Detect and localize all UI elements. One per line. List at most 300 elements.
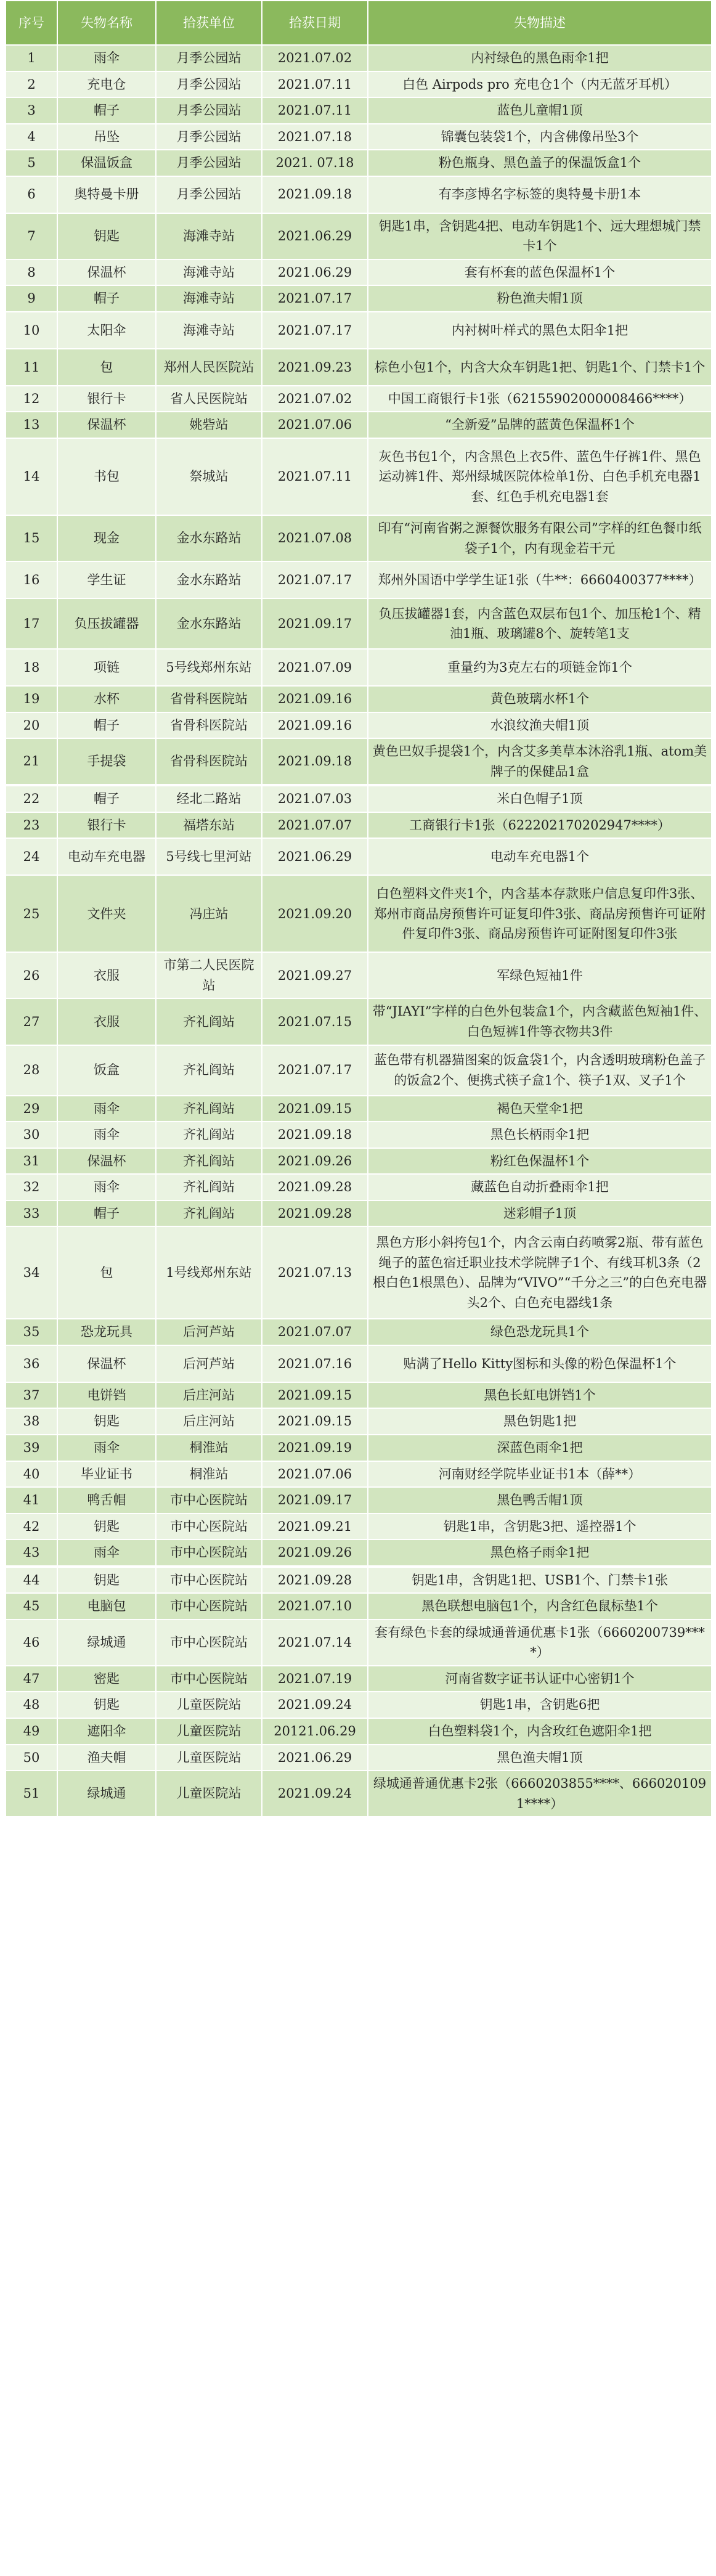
table-row	[6, 259, 712, 286]
found-location-cell: 后庄河站	[156, 1408, 262, 1435]
found-location-cell: 冯庄站	[156, 875, 262, 952]
item-description-cell: 黑色联想电脑包1个，内含红色鼠标垫1个	[368, 1593, 712, 1620]
serial-number-cell: 43	[6, 1539, 57, 1567]
serial-number-cell: 35	[6, 1319, 57, 1345]
serial-number-cell: 24	[6, 838, 57, 875]
item-name-cell: 现金	[57, 515, 156, 561]
found-date-cell: 2021.09.16	[262, 712, 368, 739]
item-description-cell: 灰色书包1个，内含黑色上衣5件、蓝色牛仔裤1件、黑色运动裤1件、郑州绿城医院体检单1份、白色手机充电器1套、红色手机充电器1套	[368, 438, 712, 515]
item-name-cell: 雨伞	[57, 45, 156, 71]
item-description-cell: 粉红色保温杯1个	[368, 1148, 712, 1175]
found-date-cell: 2021.07.17	[262, 312, 368, 349]
found-location-cell: 金水东路站	[156, 598, 262, 649]
found-location-cell: 儿童医院站	[156, 1771, 262, 1817]
serial-number-cell: 22	[6, 785, 57, 812]
item-description-cell: 黑色长虹电饼铛1个	[368, 1382, 712, 1409]
item-name-cell: 鸭舌帽	[57, 1487, 156, 1514]
item-name-cell: 银行卡	[57, 386, 156, 412]
serial-number-cell: 50	[6, 1745, 57, 1771]
item-description-cell: 迷彩帽子1顶	[368, 1200, 712, 1227]
serial-number-cell: 37	[6, 1382, 57, 1409]
item-description-cell: 有李彦博名字标签的奥特曼卡册1本	[368, 176, 712, 213]
table-row	[6, 45, 712, 71]
item-name-cell: 遮阳伞	[57, 1718, 156, 1745]
found-location-cell: 省骨科医院站	[156, 686, 262, 712]
found-date-cell: 2021.07.10	[262, 1593, 368, 1620]
item-description-cell: 白色塑料文件夹1个，内含基本存款账户信息复印件3张、郑州市商品房预售许可证复印件3张、商品房预售许可证附件复印件3张、商品房预售许可证附图复印件3张	[368, 875, 712, 952]
item-description-cell: 黑色钥匙1把	[368, 1408, 712, 1435]
item-description-cell: 黄色巴奴手提袋1个，内含艾多美草本沐浴乳1瓶、atom美牌子的保健品1盒	[368, 738, 712, 785]
item-description-cell: 电动车充电器1个	[368, 838, 712, 875]
item-description-cell: 套有绿色卡套的绿城通普通优惠卡1张（6660200739****）	[368, 1620, 712, 1666]
serial-number-cell: 13	[6, 412, 57, 438]
found-location-cell: 月季公园站	[156, 97, 262, 124]
found-date-cell: 2021.09.20	[262, 875, 368, 952]
table-row	[6, 1200, 712, 1227]
item-description-cell: 蓝色带有机器猫图案的饭盒袋1个，内含透明玻璃粉色盖子的饭盒2个、便携式筷子盒1个、筷子1双、叉子1个	[368, 1045, 712, 1096]
found-location-cell: 海滩寺站	[156, 259, 262, 286]
table-row	[6, 1122, 712, 1148]
serial-number-cell: 27	[6, 998, 57, 1045]
found-date-cell: 2021.09.27	[262, 952, 368, 998]
found-location-cell: 省人民医院站	[156, 386, 262, 412]
found-date-cell: 2021.09.28	[262, 1200, 368, 1227]
table-row	[6, 785, 712, 812]
found-location-cell: 月季公园站	[156, 150, 262, 176]
item-name-cell: 钥匙	[57, 1692, 156, 1718]
item-description-cell: 黑色鸭舌帽1顶	[368, 1487, 712, 1514]
table-row	[6, 1745, 712, 1771]
header-found-location: 拾获单位	[156, 1, 262, 45]
table-row	[6, 349, 712, 386]
item-description-cell: 黄色玻璃水杯1个	[368, 686, 712, 712]
found-date-cell: 2021.07.13	[262, 1226, 368, 1319]
serial-number-cell: 25	[6, 875, 57, 952]
table-row	[6, 686, 712, 712]
item-description-cell: 绿色恐龙玩具1个	[368, 1319, 712, 1345]
found-date-cell: 2021.06.29	[262, 1745, 368, 1771]
found-location-cell: 月季公园站	[156, 45, 262, 71]
table-row	[6, 1487, 712, 1514]
serial-number-cell: 29	[6, 1096, 57, 1122]
serial-number-cell: 49	[6, 1718, 57, 1745]
table-row	[6, 1461, 712, 1488]
found-date-cell: 2021.07.06	[262, 1461, 368, 1488]
found-date-cell: 2021.07.09	[262, 649, 368, 686]
serial-number-cell: 14	[6, 438, 57, 515]
item-name-cell: 水杯	[57, 686, 156, 712]
table-row	[6, 124, 712, 150]
found-date-cell: 2021.09.15	[262, 1408, 368, 1435]
serial-number-cell: 51	[6, 1771, 57, 1817]
found-location-cell: 经北二路站	[156, 785, 262, 812]
serial-number-cell: 3	[6, 97, 57, 124]
item-description-cell: 黑色格子雨伞1把	[368, 1539, 712, 1567]
item-name-cell: 绿城通	[57, 1620, 156, 1666]
serial-number-cell: 12	[6, 386, 57, 412]
item-name-cell: 手提袋	[57, 738, 156, 785]
table-row	[6, 412, 712, 438]
item-description-cell: 棕色小包1个，内含大众车钥匙1把、钥匙1个、门禁卡1个	[368, 349, 712, 386]
found-date-cell: 2021.07.15	[262, 998, 368, 1045]
header-serial-number: 序号	[6, 1, 57, 45]
found-location-cell: 市中心医院站	[156, 1539, 262, 1567]
found-date-cell: 2021.07.19	[262, 1666, 368, 1692]
serial-number-cell: 30	[6, 1122, 57, 1148]
table-row	[6, 515, 712, 561]
serial-number-cell: 7	[6, 213, 57, 259]
table-row	[6, 1045, 712, 1096]
found-location-cell: 金水东路站	[156, 515, 262, 561]
found-location-cell: 后河芦站	[156, 1319, 262, 1345]
serial-number-cell: 31	[6, 1148, 57, 1175]
item-name-cell: 衣服	[57, 952, 156, 998]
item-description-cell: 粉色瓶身、黑色盖子的保温饭盒1个	[368, 150, 712, 176]
serial-number-cell: 11	[6, 349, 57, 386]
item-name-cell: 帽子	[57, 97, 156, 124]
table-row	[6, 1718, 712, 1745]
item-name-cell: 帽子	[57, 712, 156, 739]
table-row	[6, 1226, 712, 1319]
table-row	[6, 1148, 712, 1175]
table-row	[6, 1435, 712, 1461]
item-name-cell: 银行卡	[57, 812, 156, 839]
table-row	[6, 97, 712, 124]
item-description-cell: 绿城通普通优惠卡2张（6660203855****、6660201091****）	[368, 1771, 712, 1817]
serial-number-cell: 4	[6, 124, 57, 150]
table-row	[6, 1382, 712, 1409]
found-date-cell: 2021.09.26	[262, 1148, 368, 1175]
serial-number-cell: 6	[6, 176, 57, 213]
serial-number-cell: 16	[6, 561, 57, 598]
table-row	[6, 875, 712, 952]
found-location-cell: 市中心医院站	[156, 1666, 262, 1692]
serial-number-cell: 32	[6, 1174, 57, 1200]
found-date-cell: 20121.06.29	[262, 1718, 368, 1745]
found-location-cell: 儿童医院站	[156, 1718, 262, 1745]
item-name-cell: 渔夫帽	[57, 1745, 156, 1771]
table-row	[6, 1514, 712, 1540]
table-row	[6, 1620, 712, 1666]
found-location-cell: 齐礼阎站	[156, 1096, 262, 1122]
found-location-cell: 齐礼阎站	[156, 1045, 262, 1096]
item-name-cell: 雨伞	[57, 1174, 156, 1200]
item-name-cell: 雨伞	[57, 1435, 156, 1461]
found-location-cell: 海滩寺站	[156, 213, 262, 259]
lost-items-table	[5, 0, 712, 1817]
serial-number-cell: 2	[6, 71, 57, 98]
item-description-cell: 负压拔罐器1套，内含蓝色双层布包1个、加压枪1个、精油1瓶、玻璃罐8个、旋转笔1支	[368, 598, 712, 649]
item-name-cell: 学生证	[57, 561, 156, 598]
serial-number-cell: 1	[6, 45, 57, 71]
found-location-cell: 桐淮站	[156, 1435, 262, 1461]
item-name-cell: 饭盒	[57, 1045, 156, 1096]
found-location-cell: 月季公园站	[156, 71, 262, 98]
item-description-cell: 内衬树叶样式的黑色太阳伞1把	[368, 312, 712, 349]
table-row	[6, 649, 712, 686]
item-description-cell: 黑色方形小斜挎包1个，内含云南白药喷雾2瓶、带有蓝色绳子的蓝色宿迁职业技术学院牌子1个、有线耳机3条（2根白色1根黑色）、品牌为“VIVO”“千分之三”的白色充电器头2个、白色充电器线1条	[368, 1226, 712, 1319]
serial-number-cell: 47	[6, 1666, 57, 1692]
item-name-cell: 保温杯	[57, 1345, 156, 1382]
table-row	[6, 150, 712, 176]
serial-number-cell: 17	[6, 598, 57, 649]
item-name-cell: 雨伞	[57, 1096, 156, 1122]
item-description-cell: 钥匙1串，含钥匙4把、电动车钥匙1个、远大理想城门禁卡1个	[368, 213, 712, 259]
item-name-cell: 电脑包	[57, 1593, 156, 1620]
found-location-cell: 省骨科医院站	[156, 712, 262, 739]
item-description-cell: 重量约为3克左右的项链金饰1个	[368, 649, 712, 686]
item-description-cell: 褐色天堂伞1把	[368, 1096, 712, 1122]
table-body	[6, 45, 712, 1817]
table-row	[6, 1666, 712, 1692]
item-description-cell: 米白色帽子1顶	[368, 785, 712, 812]
found-location-cell: 齐礼阎站	[156, 1174, 262, 1200]
item-name-cell: 书包	[57, 438, 156, 515]
item-description-cell: 白色塑料袋1个，内含玫红色遮阳伞1把	[368, 1718, 712, 1745]
found-date-cell: 2021.09.18	[262, 738, 368, 785]
item-name-cell: 毕业证书	[57, 1461, 156, 1488]
found-location-cell: 省骨科医院站	[156, 738, 262, 785]
found-location-cell: 市中心医院站	[156, 1487, 262, 1514]
found-location-cell: 齐礼阎站	[156, 1200, 262, 1227]
found-date-cell: 2021.09.19	[262, 1435, 368, 1461]
serial-number-cell: 21	[6, 738, 57, 785]
item-description-cell: 印有“河南省粥之源餐饮服务有限公司”字样的红色餐巾纸袋子1个，内有现金若干元	[368, 515, 712, 561]
found-location-cell: 5号线七里河站	[156, 838, 262, 875]
serial-number-cell: 46	[6, 1620, 57, 1666]
table-row	[6, 1174, 712, 1200]
item-name-cell: 帽子	[57, 1200, 156, 1227]
found-location-cell: 后庄河站	[156, 1382, 262, 1409]
serial-number-cell: 19	[6, 686, 57, 712]
item-name-cell: 太阳伞	[57, 312, 156, 349]
item-name-cell: 衣服	[57, 998, 156, 1045]
found-date-cell: 2021.09.28	[262, 1567, 368, 1594]
item-name-cell: 保温杯	[57, 259, 156, 286]
found-date-cell: 2021.07.07	[262, 812, 368, 839]
item-name-cell: 吊坠	[57, 124, 156, 150]
item-name-cell: 钥匙	[57, 1408, 156, 1435]
found-location-cell: 儿童医院站	[156, 1692, 262, 1718]
table-row	[6, 438, 712, 515]
found-location-cell: 祭城站	[156, 438, 262, 515]
table-row	[6, 1319, 712, 1345]
item-description-cell: 黑色渔夫帽1顶	[368, 1745, 712, 1771]
found-location-cell: 福塔东站	[156, 812, 262, 839]
item-description-cell: “全新爱”品牌的蓝黄色保温杯1个	[368, 412, 712, 438]
serial-number-cell: 34	[6, 1226, 57, 1319]
found-date-cell: 2021.07.03	[262, 785, 368, 812]
table-row	[6, 738, 712, 785]
found-date-cell: 2021.07.16	[262, 1345, 368, 1382]
found-date-cell: 2021.06.29	[262, 838, 368, 875]
item-description-cell: 黑色长柄雨伞1把	[368, 1122, 712, 1148]
found-location-cell: 月季公园站	[156, 124, 262, 150]
header-item-description: 失物描述	[368, 1, 712, 45]
found-date-cell: 2021.07.07	[262, 1319, 368, 1345]
table-row	[6, 213, 712, 259]
found-date-cell: 2021.09.28	[262, 1174, 368, 1200]
table-row	[6, 1692, 712, 1718]
table-row	[6, 1345, 712, 1382]
serial-number-cell: 15	[6, 515, 57, 561]
item-description-cell: 藏蓝色自动折叠雨伞1把	[368, 1174, 712, 1200]
found-location-cell: 后河芦站	[156, 1345, 262, 1382]
serial-number-cell: 9	[6, 285, 57, 312]
found-date-cell: 2021.09.17	[262, 1487, 368, 1514]
serial-number-cell: 48	[6, 1692, 57, 1718]
found-date-cell: 2021.07.06	[262, 412, 368, 438]
found-date-cell: 2021.09.15	[262, 1382, 368, 1409]
item-name-cell: 电饼铛	[57, 1382, 156, 1409]
item-description-cell: 内衬绿色的黑色雨伞1把	[368, 45, 712, 71]
found-date-cell: 2021.07.17	[262, 561, 368, 598]
found-location-cell: 姚砦站	[156, 412, 262, 438]
item-description-cell: 军绿色短袖1件	[368, 952, 712, 998]
serial-number-cell: 20	[6, 712, 57, 739]
table-row	[6, 71, 712, 98]
table-row	[6, 812, 712, 839]
serial-number-cell: 44	[6, 1567, 57, 1594]
item-name-cell: 帽子	[57, 285, 156, 312]
item-name-cell: 钥匙	[57, 1514, 156, 1540]
found-location-cell: 市中心医院站	[156, 1593, 262, 1620]
serial-number-cell: 10	[6, 312, 57, 349]
found-date-cell: 2021.07.11	[262, 71, 368, 98]
table-row	[6, 1593, 712, 1620]
item-description-cell: 套有杯套的蓝色保温杯1个	[368, 259, 712, 286]
found-location-cell: 齐礼阎站	[156, 1122, 262, 1148]
table-row	[6, 838, 712, 875]
found-date-cell: 2021.09.21	[262, 1514, 368, 1540]
serial-number-cell: 38	[6, 1408, 57, 1435]
item-description-cell: 钥匙1串，含钥匙3把、遥控器1个	[368, 1514, 712, 1540]
found-date-cell: 2021.07.11	[262, 438, 368, 515]
item-name-cell: 项链	[57, 649, 156, 686]
serial-number-cell: 28	[6, 1045, 57, 1096]
table-row	[6, 1567, 712, 1594]
found-date-cell: 2021.09.15	[262, 1096, 368, 1122]
table-row	[6, 598, 712, 649]
found-date-cell: 2021.07.18	[262, 124, 368, 150]
serial-number-cell: 41	[6, 1487, 57, 1514]
found-date-cell: 2021.09.18	[262, 176, 368, 213]
item-name-cell: 雨伞	[57, 1122, 156, 1148]
found-location-cell: 郑州人民医院站	[156, 349, 262, 386]
found-date-cell: 2021.09.24	[262, 1692, 368, 1718]
found-date-cell: 2021.07.14	[262, 1620, 368, 1666]
item-description-cell: 钥匙1串，含钥匙1把、USB1个、门禁卡1张	[368, 1567, 712, 1594]
item-name-cell: 奥特曼卡册	[57, 176, 156, 213]
table-row	[6, 285, 712, 312]
found-date-cell: 2021.07.17	[262, 1045, 368, 1096]
lost-items-table-wrapper	[5, 0, 711, 1817]
found-date-cell: 2021. 07.18	[262, 150, 368, 176]
table-row	[6, 1408, 712, 1435]
item-name-cell: 钥匙	[57, 1567, 156, 1594]
found-date-cell: 2021.09.17	[262, 598, 368, 649]
serial-number-cell: 40	[6, 1461, 57, 1488]
serial-number-cell: 26	[6, 952, 57, 998]
found-date-cell: 2021.09.26	[262, 1539, 368, 1567]
found-date-cell: 2021.06.29	[262, 259, 368, 286]
serial-number-cell: 36	[6, 1345, 57, 1382]
found-location-cell: 市中心医院站	[156, 1514, 262, 1540]
item-description-cell: 粉色渔夫帽1顶	[368, 285, 712, 312]
found-location-cell: 儿童医院站	[156, 1745, 262, 1771]
item-name-cell: 包	[57, 349, 156, 386]
found-location-cell: 齐礼阎站	[156, 1148, 262, 1175]
item-name-cell: 保温饭盒	[57, 150, 156, 176]
item-description-cell: 钥匙1串，含钥匙6把	[368, 1692, 712, 1718]
item-name-cell: 钥匙	[57, 213, 156, 259]
serial-number-cell: 45	[6, 1593, 57, 1620]
found-location-cell: 市第二人民医院站	[156, 952, 262, 998]
table-row	[6, 712, 712, 739]
found-location-cell: 月季公园站	[156, 176, 262, 213]
found-location-cell: 1号线郑州东站	[156, 1226, 262, 1319]
found-date-cell: 2021.09.16	[262, 686, 368, 712]
found-location-cell: 海滩寺站	[156, 312, 262, 349]
serial-number-cell: 5	[6, 150, 57, 176]
found-date-cell: 2021.09.24	[262, 1771, 368, 1817]
item-description-cell: 白色 Airpods pro 充电仓1个（内无蓝牙耳机）	[368, 71, 712, 98]
header-item-name: 失物名称	[57, 1, 156, 45]
found-date-cell: 2021.07.08	[262, 515, 368, 561]
item-name-cell: 负压拔罐器	[57, 598, 156, 649]
item-name-cell: 电动车充电器	[57, 838, 156, 875]
table-row	[6, 561, 712, 598]
item-name-cell: 密匙	[57, 1666, 156, 1692]
item-name-cell: 充电仓	[57, 71, 156, 98]
found-date-cell: 2021.06.29	[262, 213, 368, 259]
found-date-cell: 2021.07.02	[262, 386, 368, 412]
serial-number-cell: 42	[6, 1514, 57, 1540]
found-location-cell: 市中心医院站	[156, 1620, 262, 1666]
serial-number-cell: 8	[6, 259, 57, 286]
found-location-cell: 齐礼阎站	[156, 998, 262, 1045]
table-row	[6, 952, 712, 998]
item-description-cell: 深蓝色雨伞1把	[368, 1435, 712, 1461]
item-description-cell: 河南省数字证书认证中心密钥1个	[368, 1666, 712, 1692]
item-name-cell: 保温杯	[57, 412, 156, 438]
item-description-cell: 中国工商银行卡1张（62155902000008466****）	[368, 386, 712, 412]
serial-number-cell: 18	[6, 649, 57, 686]
item-name-cell: 包	[57, 1226, 156, 1319]
table-row	[6, 1096, 712, 1122]
found-date-cell: 2021.07.17	[262, 285, 368, 312]
item-description-cell: 贴满了Hello Kitty图标和头像的粉色保温杯1个	[368, 1345, 712, 1382]
found-location-cell: 市中心医院站	[156, 1567, 262, 1594]
table-row	[6, 386, 712, 412]
table-row	[6, 1539, 712, 1567]
item-description-cell: 河南财经学院毕业证书1本（薛**）	[368, 1461, 712, 1488]
item-name-cell: 帽子	[57, 785, 156, 812]
item-name-cell: 文件夹	[57, 875, 156, 952]
table-header-row	[6, 1, 712, 45]
found-location-cell: 海滩寺站	[156, 285, 262, 312]
found-date-cell: 2021.07.11	[262, 97, 368, 124]
item-description-cell: 郑州外国语中学学生证1张（牛**：6660400377****）	[368, 561, 712, 598]
found-location-cell: 金水东路站	[156, 561, 262, 598]
item-description-cell: 工商银行卡1张（622202170202947****）	[368, 812, 712, 839]
found-date-cell: 2021.09.18	[262, 1122, 368, 1148]
found-date-cell: 2021.09.23	[262, 349, 368, 386]
table-row	[6, 1771, 712, 1817]
item-description-cell: 带“JIAYI”字样的白色外包装盒1个，内含藏蓝色短袖1件、白色短裤1件等衣物共3件	[368, 998, 712, 1045]
item-name-cell: 雨伞	[57, 1539, 156, 1567]
serial-number-cell: 23	[6, 812, 57, 839]
